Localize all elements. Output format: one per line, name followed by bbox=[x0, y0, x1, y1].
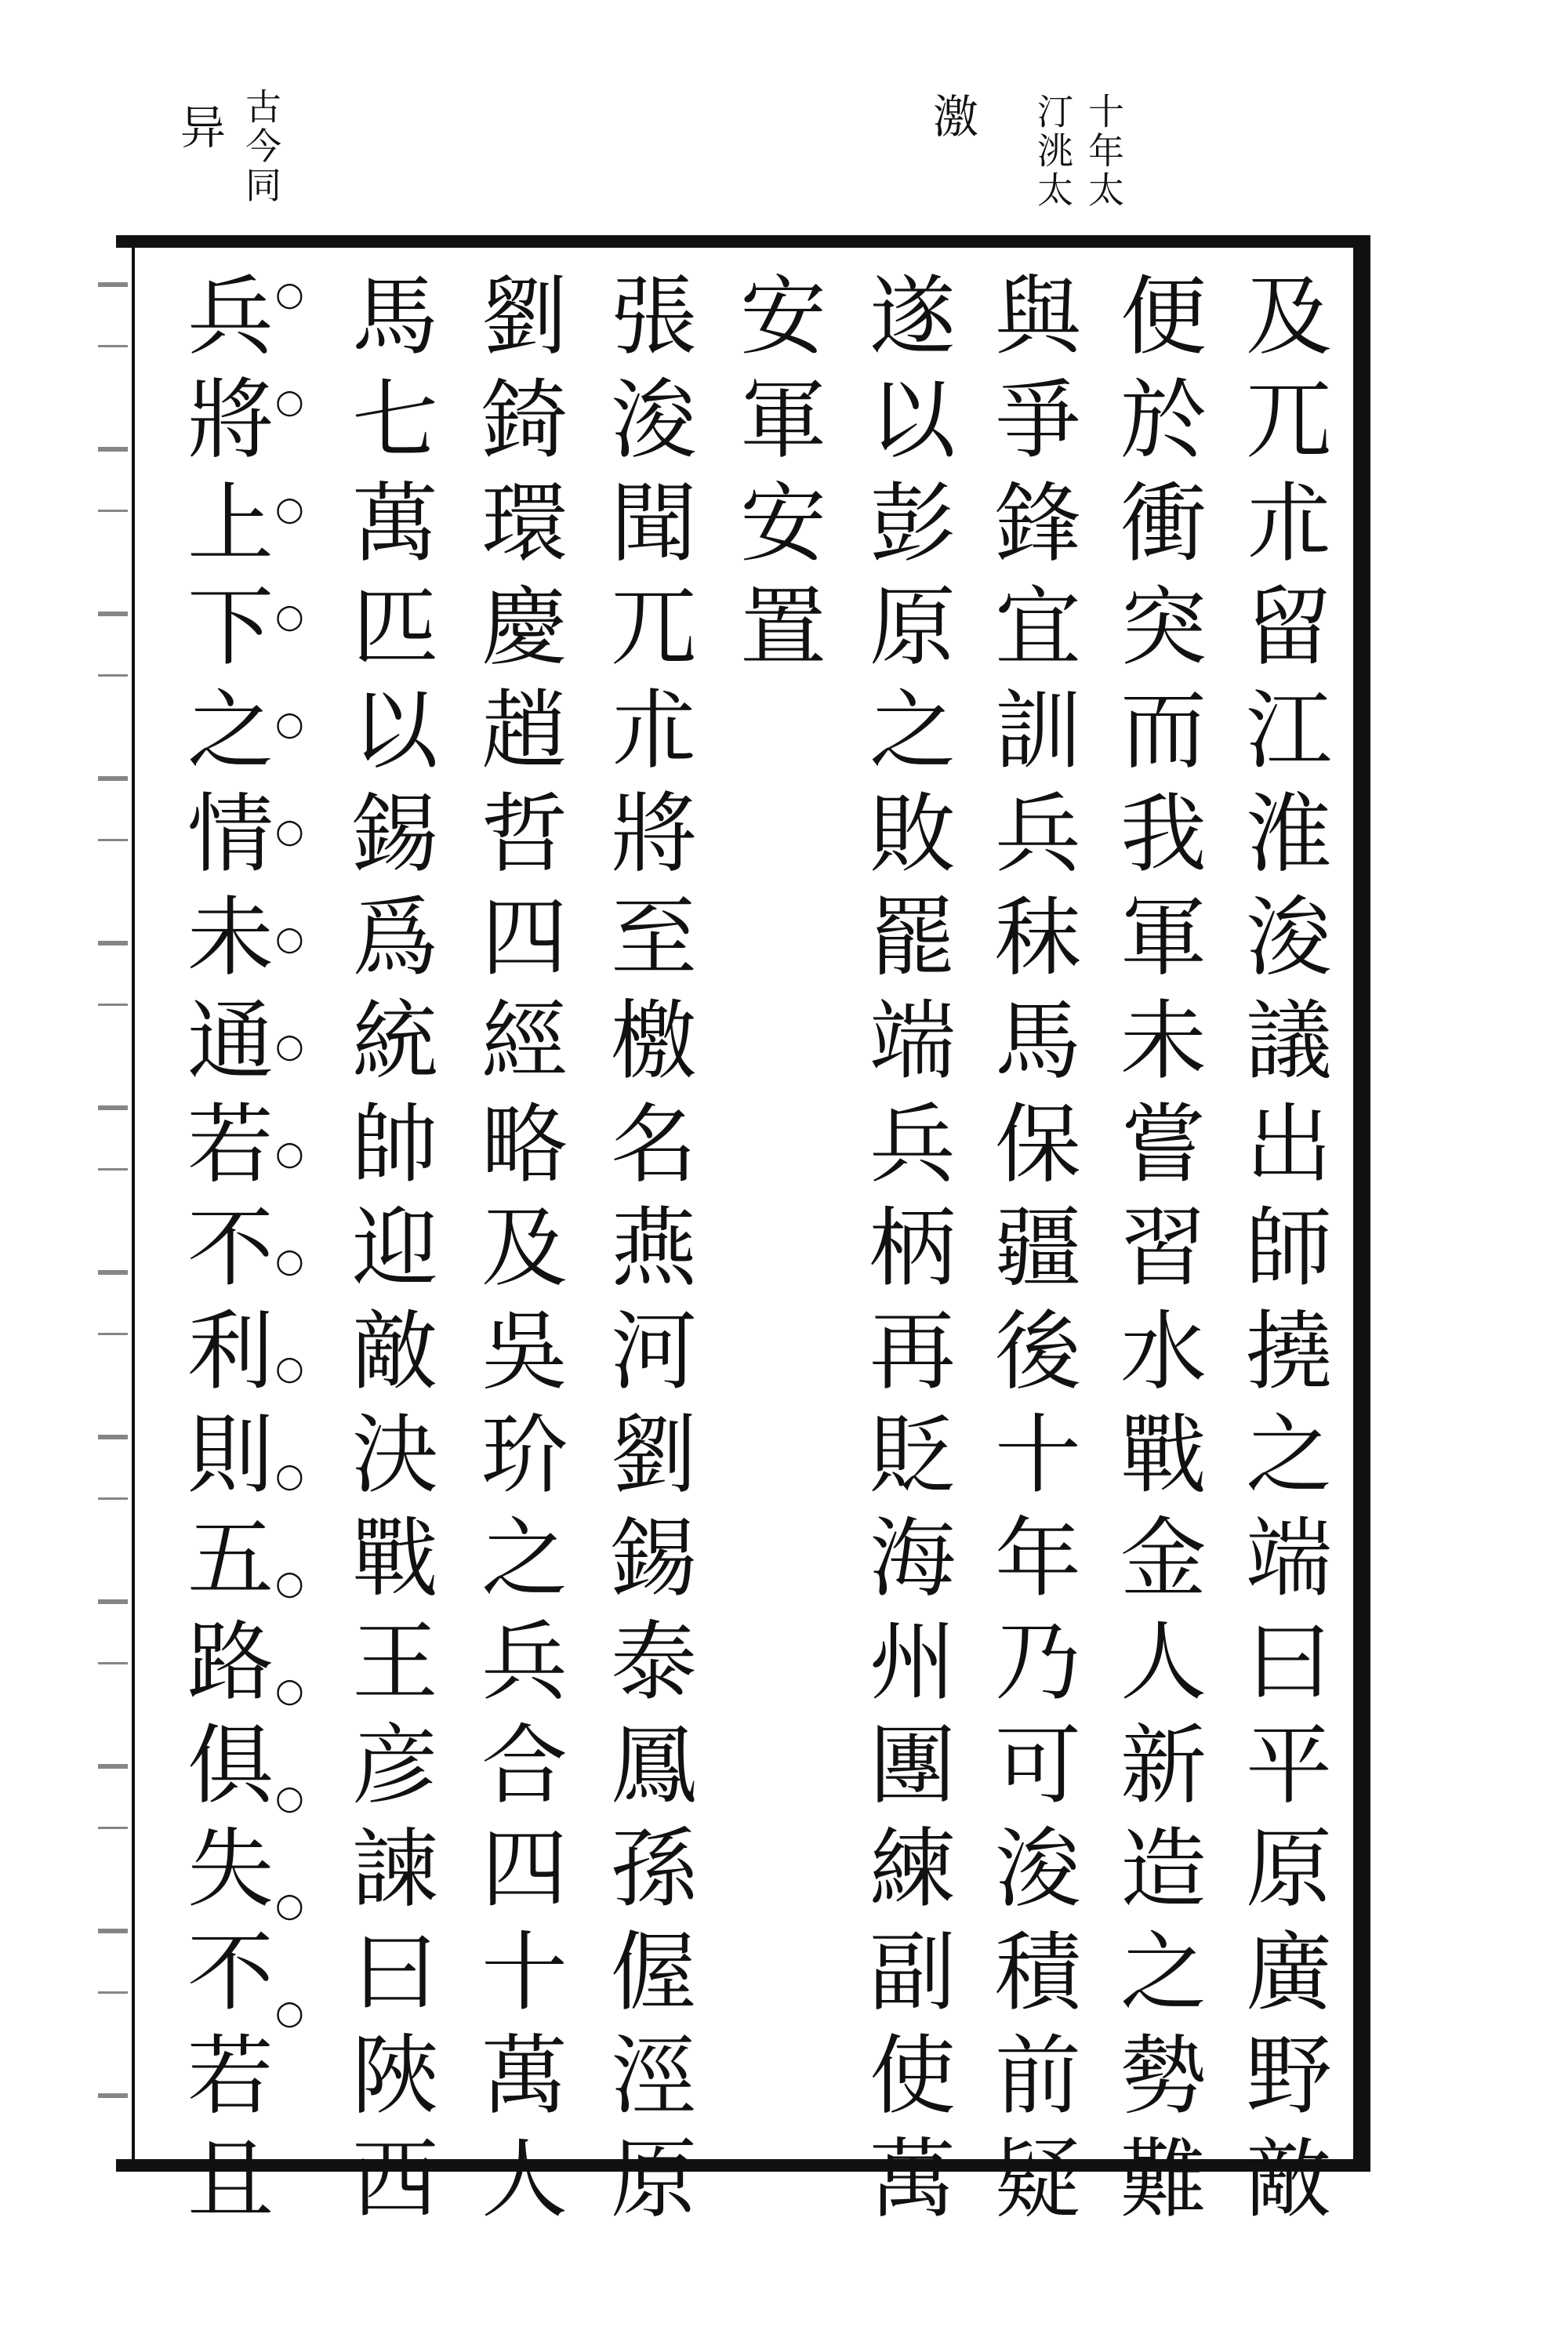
frame-left-rule bbox=[132, 248, 135, 2159]
headnote-left-2: 异 bbox=[172, 103, 226, 152]
text-column-1: 及兀朮留江淮浚議出師撓之端曰平原廣野敵 bbox=[1232, 270, 1332, 2237]
text-column-8: 馬七萬匹以錫爲統帥迎敵決戰王彦諫曰陜西 bbox=[338, 270, 438, 2237]
headnote-right-2: 汀洮太 bbox=[1032, 93, 1074, 210]
headnote-right-1: 十年太 bbox=[1083, 93, 1125, 210]
text-column-3: 與爭鋒宜訓兵秣馬保疆後十年乃可浚積前疑 bbox=[981, 270, 1081, 2237]
text-column-2: 便於衝突而我軍未嘗習水戰金人新造之勢難 bbox=[1106, 270, 1207, 2237]
emphasis-circles: ○○○○○○○○○○○○○○○○○ bbox=[270, 274, 309, 2100]
text-column-9: 兵將上下之情未通若不利則五路俱失不若且 bbox=[173, 270, 274, 2237]
text-column-6: 張浚聞兀朮將至檄名燕河劉錫泰鳳孫偓涇原 bbox=[597, 270, 697, 2237]
text-column-5: 安軍安置 bbox=[726, 270, 826, 684]
text-column-7: 劉錡環慶趙哲四經略及吳玠之兵合四十萬人 bbox=[467, 270, 568, 2237]
headnote-left-1: 古今同 bbox=[240, 88, 282, 205]
headnote-right-3: 激 bbox=[925, 93, 978, 141]
margin-fragment bbox=[98, 251, 128, 2148]
text-column-4: 遂以彭原之敗罷端兵柄再貶海州團練副使萬 bbox=[855, 270, 956, 2237]
